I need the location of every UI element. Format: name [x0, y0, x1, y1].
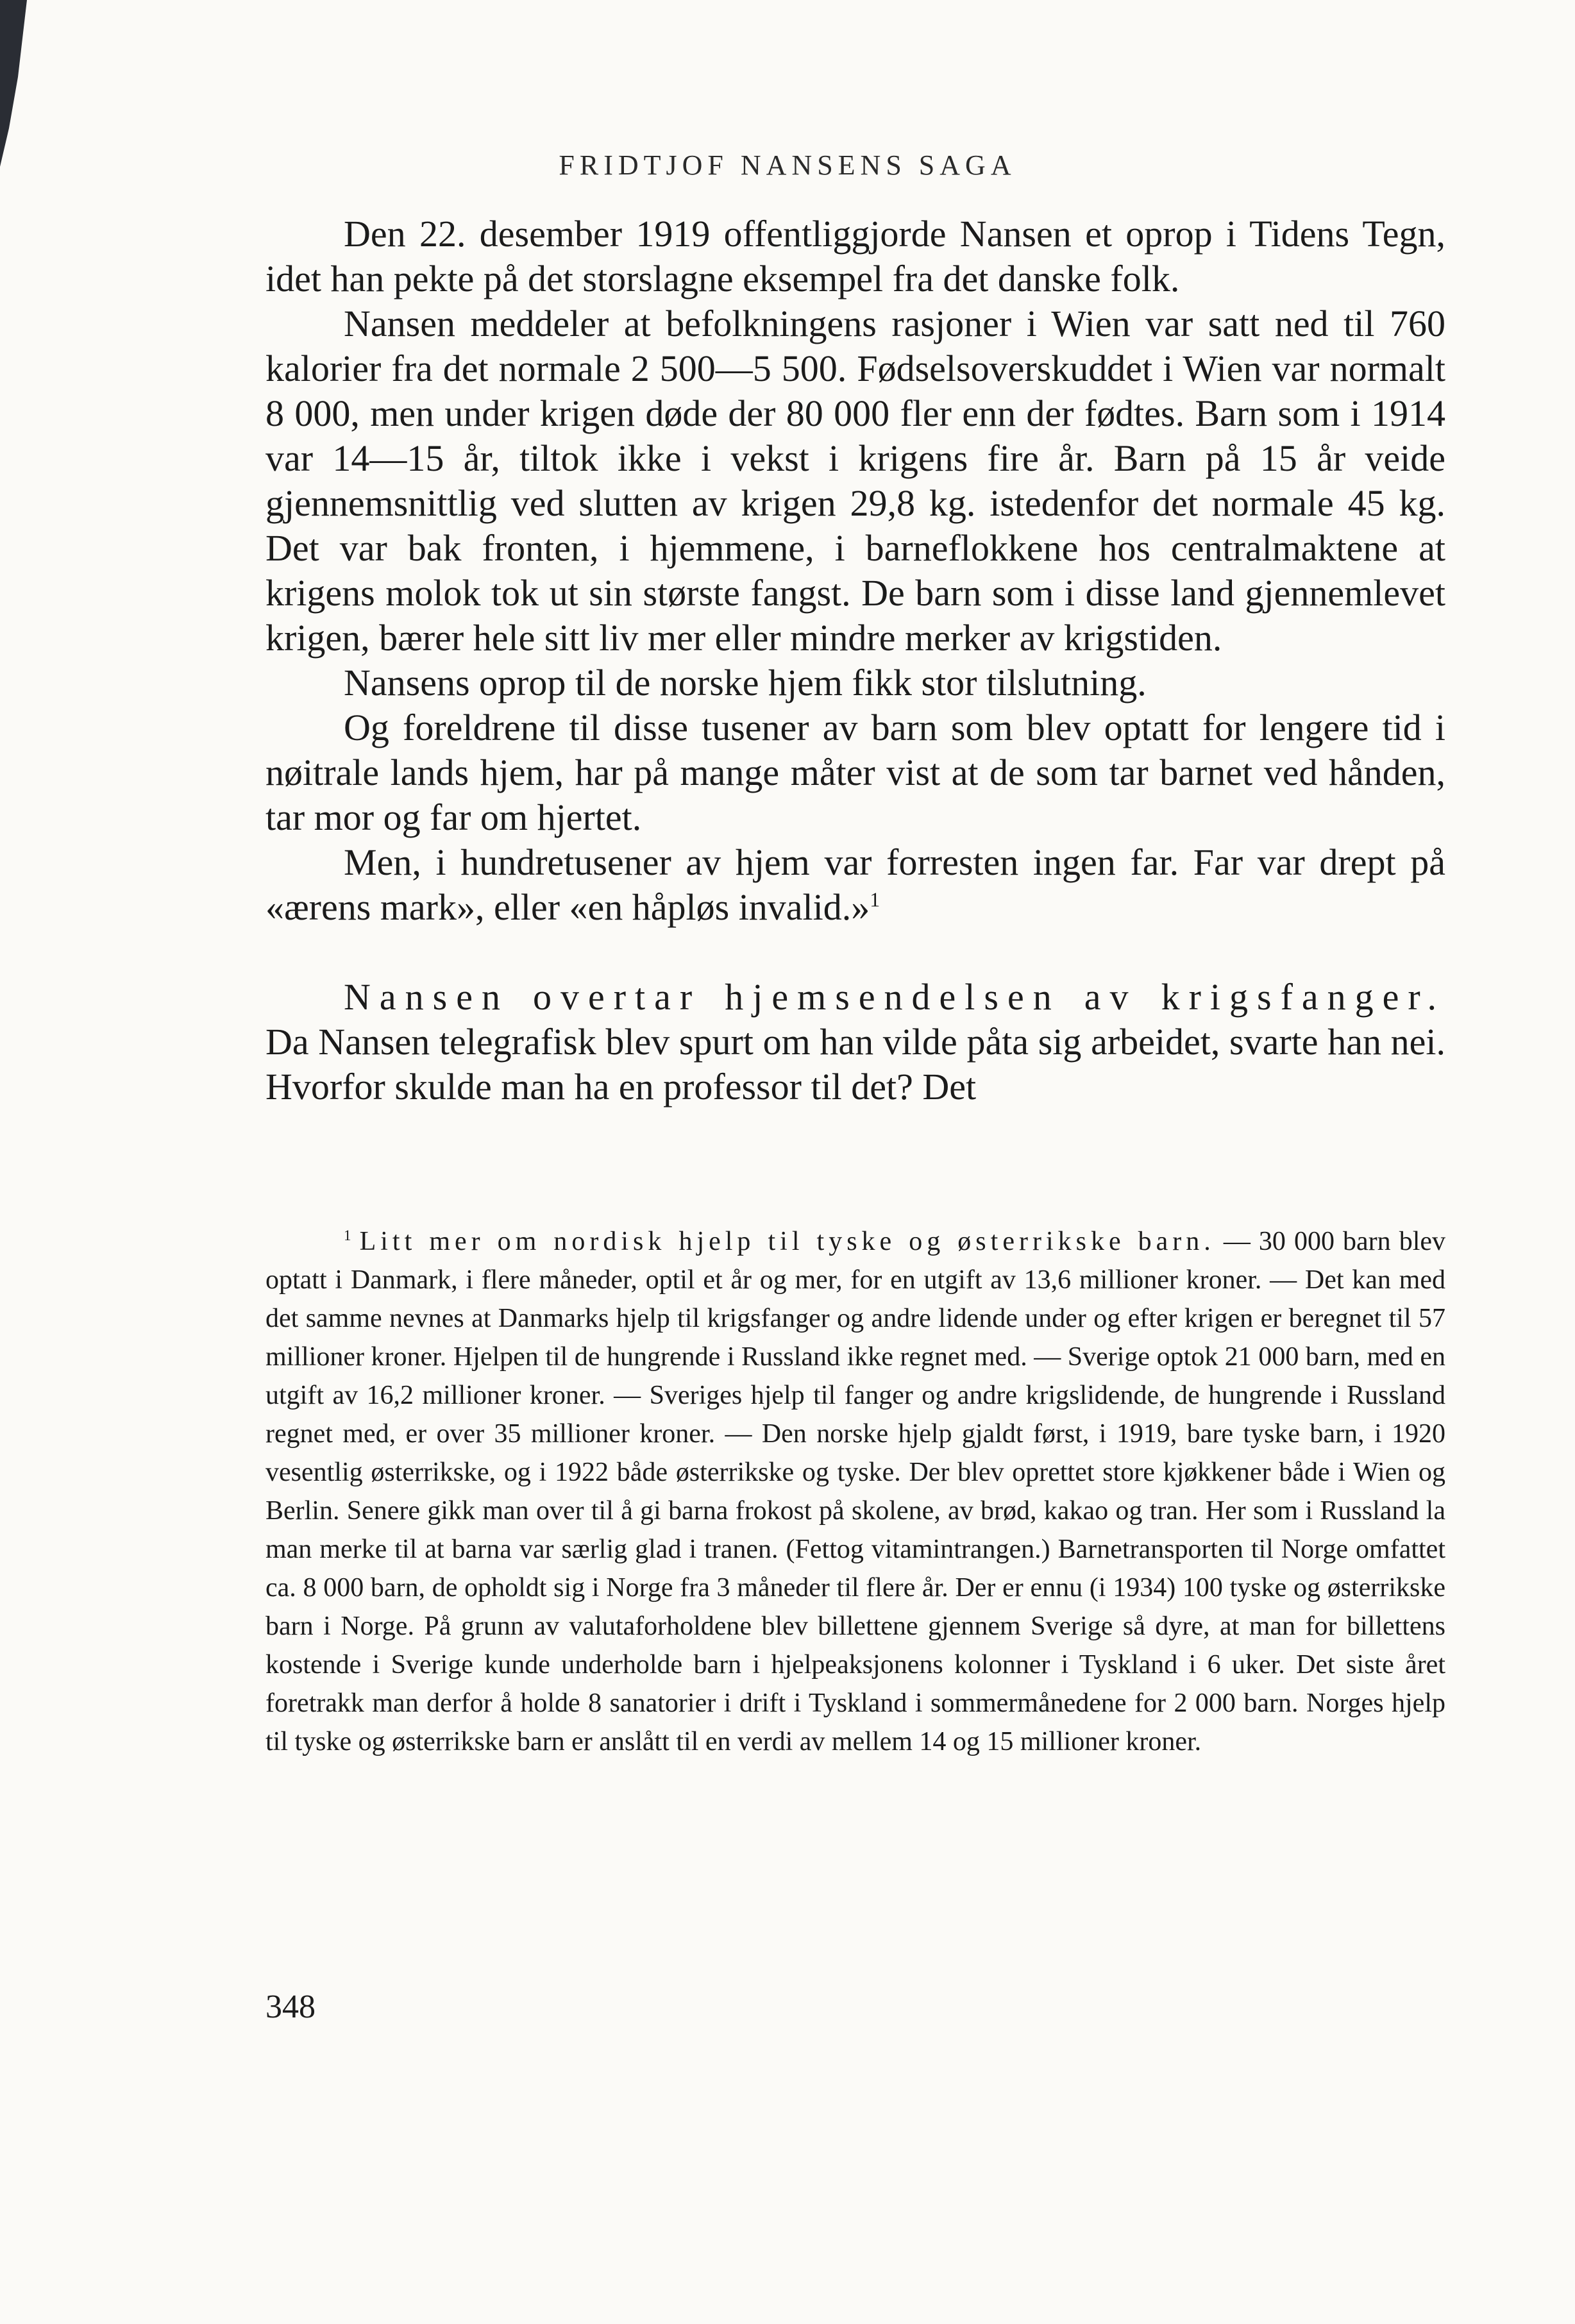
section-title: Nansen overtar hjemsendelsen av krigsfanger.: [344, 976, 1445, 1018]
main-text: [265, 212, 1445, 1109]
page-number: 348: [265, 1989, 316, 2025]
scan-edge: [0, 0, 38, 167]
footnote-marker: 1: [344, 1227, 351, 1243]
paragraph: Den 22. desember 1919 offentliggjorde Nansen et oprop i Tidens Tegn, idet han pekte på det storslagne eksempel fra det danske folk.: [265, 213, 1445, 299]
paragraph-text: Men, i hundretusener av hjem var forresten ingen far. Far var drept på «ærens mark», eller «en håpløs invalid.»: [265, 841, 1445, 928]
footnote-text: — 30 000 barn blev optatt i Danmark, i flere måneder, optil et år og mer, for en utgift av 13,6 millioner kroner. — Det kan med det samme nevnes at Danmarks hjelp til krigsfanger og andre lidende under og efter krigen er beregnet til 57 millioner kroner. Hjelpen til de hungrende i Russland ikke regnet med. — Sverige optok 21 000 barn, med en utgift av 16,2 millioner kroner. — Sveriges hjelp til fanger og andre krigslidende, de hungrende i Russland regnet med, er over 35 millioner kroner. — Den norske hjelp gjaldt først, i 1919, bare tyske barn, i 1920 vesentlig østerrikske, og i 1922 både østerrikske og tyske. Der blev oprettet store kjøkkener både i Wien og Berlin. Senere gikk man over til å gi barna frokost på skolene, av brød, kakao og tran. Her som i Russland la man merke til at barna var særlig glad i tranen. (Fettog vitamintrangen.) Barnetransporten til Norge omfattet ca. 8 000 barn, de opholdt sig i Norge fra 3 måneder til flere år. Der er ennu (i 1934) 100 tyske og østerrikske barn i Norge. På grunn av valutaforholdene blev billettene gjennem Sverige så dyre, at man for billettens kostende i Sverige kunde underholde barn i hjelpeaksjonens kolonner i Tyskland i 6 uker. Det siste året foretrakk man derfor å holde 8 sanatorier i drift i Tyskland i sommermånedene for 2 000 barn. Norges hjelp til tyske og østerrikske barn er anslått til en verdi av mellem 14 og 15 millioner kroner.: [265, 1227, 1445, 1756]
paragraph: Nansens oprop til de norske hjem fikk stor tilslutning.: [344, 662, 1147, 703]
paragraph: Og foreldrene til disse tusener av barn som blev optatt for lengere tid i nøitrale lands hjem, har på mange måter vist at de som tar barnet ved hånden, tar mor og far om hjertet.: [265, 707, 1445, 838]
footnote: [265, 1222, 1445, 1761]
paragraph: Nansen meddeler at befolkningens rasjoner i Wien var satt ned til 760 kalorier fra det normale 2 500—5 500. Fødselsoverskuddet i Wien var normalt 8 000, men under krigen døde der 80 000 fler enn der fødtes. Barn som i 1914 var 14—15 år, tiltok ikke i vekst i krigens fire år. Barn på 15 år veide gjennemsnittlig ved slutten av krigen 29,8 kg. istedenfor det normale 45 kg. Det var bak fronten, i hjemmene, i barneflokkene hos centralmaktene at krigens molok tok ut sin største fangst. De barn som i disse land gjennemlevet krigen, bærer hele sitt liv mer eller mindre merker av krigstiden.: [265, 303, 1445, 659]
footnote-lead: Litt mer om nordisk hjelp til tyske og østerrikske barn.: [359, 1227, 1215, 1256]
footnote-reference: 1: [870, 888, 880, 911]
section-text: Da Nansen telegrafisk blev spurt om han vilde påta sig arbeidet, svarte han nei. Hvorfor skulde man ha en professor til det? Det: [265, 1021, 1445, 1107]
paragraph: [265, 840, 1445, 930]
running-head: FRIDTJOF NANSENS SAGA: [559, 149, 1016, 181]
section-paragraph: [265, 975, 1445, 1109]
